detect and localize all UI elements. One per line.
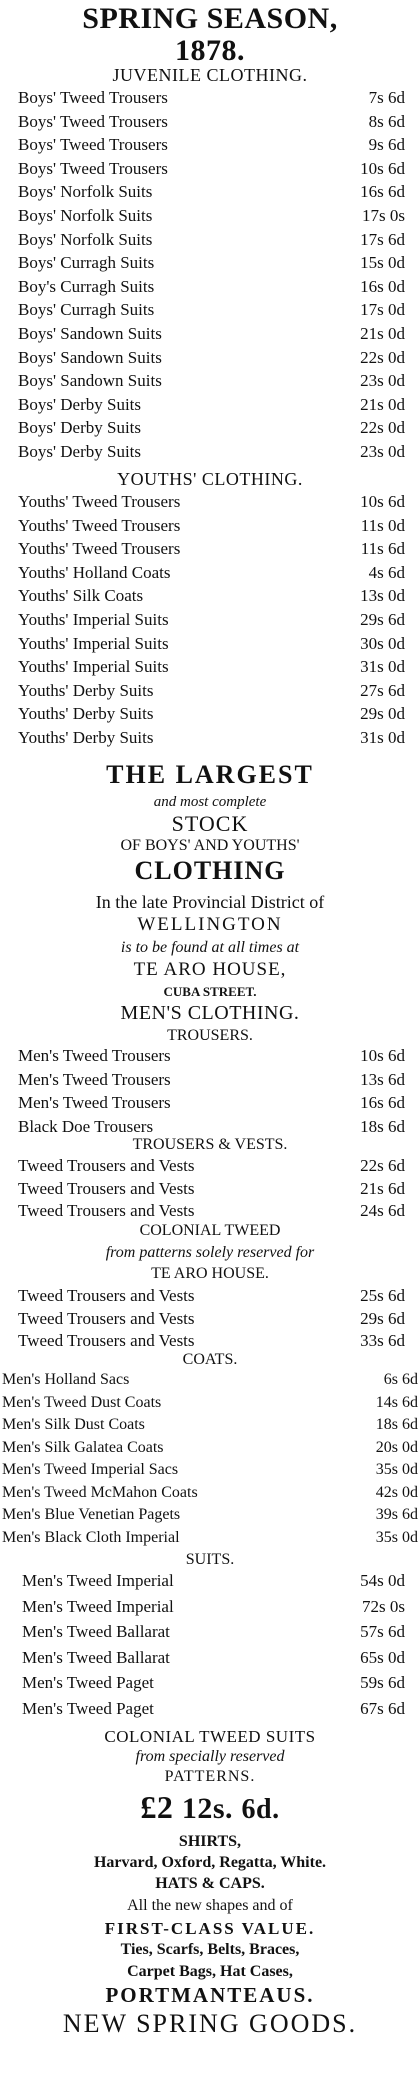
item-price: 72s 0s bbox=[362, 1596, 405, 1616]
price-row bbox=[0, 1507, 420, 1530]
item-price: 39s 6d bbox=[375, 1506, 418, 1523]
item-name: Men's Tweed Trousers bbox=[18, 1093, 171, 1112]
colonial-house: TE ARO HOUSE. bbox=[151, 1265, 269, 1282]
item-price: 35s 0d bbox=[375, 1461, 418, 1478]
price-row bbox=[0, 564, 420, 588]
shirts-heading: SHIRTS, bbox=[178, 1833, 242, 1850]
price-row bbox=[0, 89, 420, 113]
price-row bbox=[0, 301, 420, 325]
of-boys-line: OF BOYS' AND YOUTHS' bbox=[120, 837, 300, 854]
item-name: Men's Silk Galatea Coats bbox=[2, 1438, 164, 1456]
price-pounds: £2 bbox=[140, 1789, 174, 1825]
price-row bbox=[0, 1623, 420, 1649]
trousers-vests-heading: TROUSERS & VESTS. bbox=[132, 1136, 288, 1153]
item-name: Youths' Tweed Trousers bbox=[18, 492, 181, 511]
price-row bbox=[0, 1462, 420, 1485]
price-row bbox=[0, 1674, 420, 1700]
price-row bbox=[0, 231, 420, 255]
item-name: Youths' Holland Coats bbox=[18, 562, 171, 582]
district-line: In the late Provincial District of bbox=[95, 892, 325, 912]
price-row bbox=[0, 1598, 420, 1624]
item-name: Men's Tweed Ballarat bbox=[22, 1647, 170, 1667]
largest-heading: THE LARGEST bbox=[106, 760, 314, 789]
patterns-line: PATTERNS. bbox=[164, 1768, 256, 1785]
price-shillings: 12s. bbox=[181, 1792, 234, 1825]
item-name: Men's Tweed McMahon Coats bbox=[2, 1483, 198, 1501]
colonial-tweed-heading: COLONIAL TWEED bbox=[139, 1222, 281, 1239]
item-price: 17s 0s bbox=[362, 206, 405, 225]
item-name: Youths' Imperial Suits bbox=[18, 633, 169, 653]
item-price: 24s 6d bbox=[360, 1201, 405, 1220]
item-name: Men's Tweed Imperial bbox=[22, 1571, 174, 1590]
item-price: 27s 6d bbox=[360, 680, 405, 700]
ad-year: 1878. bbox=[175, 34, 245, 67]
item-name: Men's Tweed Trousers bbox=[18, 1069, 171, 1089]
price-row bbox=[0, 325, 420, 349]
item-price: 21s 0d bbox=[360, 324, 405, 343]
ties-line: Ties, Scarfs, Belts, Braces, bbox=[120, 1941, 300, 1958]
item-price: 4s 6d bbox=[368, 562, 405, 582]
coats-heading: COATS. bbox=[182, 1351, 238, 1368]
item-price: 11s 6d bbox=[360, 539, 405, 559]
item-name: Men's Silk Dust Coats bbox=[2, 1416, 145, 1433]
juvenile-heading: JUVENILE CLOTHING. bbox=[112, 65, 308, 85]
price-pence: 6d. bbox=[241, 1794, 280, 1825]
item-name: Boys' Sandown Suits bbox=[18, 324, 162, 343]
item-price: 16s 0d bbox=[360, 276, 405, 296]
price-row bbox=[0, 443, 420, 467]
price-row bbox=[0, 540, 420, 564]
item-name: Youths' Derby Suits bbox=[18, 704, 154, 724]
trousers-heading: TROUSERS. bbox=[167, 1027, 253, 1044]
item-name: Youths' Derby Suits bbox=[18, 728, 154, 747]
street-line: CUBA STREET. bbox=[163, 984, 257, 999]
shirt-types: Harvard, Oxford, Regatta, White. bbox=[93, 1854, 327, 1871]
item-price: 25s 6d bbox=[360, 1286, 405, 1305]
price-row bbox=[0, 1047, 420, 1071]
item-name: Tweed Trousers and Vests bbox=[18, 1178, 195, 1198]
wellington-line: WELLINGTON bbox=[137, 914, 283, 935]
price-row bbox=[0, 658, 420, 682]
item-name: Men's Tweed Paget bbox=[22, 1673, 154, 1692]
item-name: Men's Tweed Paget bbox=[22, 1698, 154, 1718]
item-name: Boys' Tweed Trousers bbox=[18, 135, 168, 155]
new-goods-line: NEW SPRING GOODS. bbox=[62, 2009, 358, 2038]
price-row bbox=[0, 136, 420, 160]
item-price: 6s 6d bbox=[383, 1371, 418, 1388]
price-row bbox=[0, 254, 420, 278]
item-price: 16s 6d bbox=[360, 1093, 405, 1112]
item-price: 54s 0d bbox=[360, 1571, 405, 1590]
item-price: 21s 0d bbox=[360, 394, 405, 414]
price-row bbox=[0, 682, 420, 706]
price-row bbox=[0, 1287, 420, 1310]
item-name: Tweed Trousers and Vests bbox=[18, 1201, 195, 1220]
item-price: 23s 0d bbox=[360, 371, 405, 391]
item-name: Boys' Tweed Trousers bbox=[18, 158, 168, 178]
item-price: 13s 6d bbox=[360, 1069, 405, 1089]
complete-line: and most complete bbox=[153, 794, 267, 810]
item-price: 9s 6d bbox=[368, 135, 405, 155]
item-price: 21s 6d bbox=[360, 1178, 405, 1198]
item-name: Youths' Imperial Suits bbox=[18, 657, 169, 677]
item-price: 13s 0d bbox=[360, 586, 405, 606]
item-price: 29s 6d bbox=[360, 610, 405, 629]
price-row bbox=[0, 207, 420, 231]
colonial-suits-heading: COLONIAL TWEED SUITS bbox=[104, 1727, 316, 1746]
price-row bbox=[0, 587, 420, 611]
item-name: Youths' Tweed Trousers bbox=[18, 539, 181, 559]
item-price: 10s 6d bbox=[360, 158, 405, 178]
item-name: Boys' Norfolk Suits bbox=[18, 229, 153, 249]
price-row bbox=[0, 493, 420, 517]
item-price: 17s 0d bbox=[360, 300, 405, 320]
item-price: 14s 6d bbox=[375, 1393, 418, 1411]
item-name: Youths' Tweed Trousers bbox=[18, 515, 181, 535]
item-price: 11s 0d bbox=[360, 515, 405, 535]
item-name: Black Doe Trousers bbox=[18, 1116, 154, 1136]
item-name: Boys' Curragh Suits bbox=[18, 300, 155, 320]
item-name: Youths' Derby Suits bbox=[18, 680, 154, 700]
item-price: 8s 6d bbox=[368, 111, 405, 131]
item-price: 20s 0d bbox=[375, 1438, 418, 1456]
item-price: 22s 6d bbox=[360, 1156, 405, 1175]
item-name: Boys' Sandown Suits bbox=[18, 371, 162, 391]
item-price: 23s 0d bbox=[360, 442, 405, 461]
item-price: 10s 6d bbox=[360, 1046, 405, 1065]
price-row bbox=[0, 1440, 420, 1463]
item-name: Men's Holland Sacs bbox=[2, 1371, 130, 1388]
item-price: 65s 0d bbox=[360, 1647, 405, 1667]
price-row bbox=[0, 396, 420, 420]
item-name: Boy's Curragh Suits bbox=[18, 276, 155, 296]
price-row bbox=[0, 1530, 420, 1553]
price-row bbox=[0, 1700, 420, 1726]
item-price: 10s 6d bbox=[360, 492, 405, 511]
item-price: 59s 6d bbox=[360, 1673, 405, 1692]
item-price: 7s 6d bbox=[368, 88, 405, 107]
price-row bbox=[0, 635, 420, 659]
price-row bbox=[0, 1310, 420, 1333]
item-name: Boys' Tweed Trousers bbox=[18, 88, 168, 107]
item-price: 18s 6d bbox=[360, 1116, 405, 1136]
item-name: Men's Tweed Trousers bbox=[18, 1046, 171, 1065]
price-row bbox=[0, 1649, 420, 1675]
price-row bbox=[0, 611, 420, 635]
price-row bbox=[0, 705, 420, 729]
price-row bbox=[0, 1180, 420, 1203]
price-row bbox=[0, 160, 420, 184]
price-row bbox=[0, 1157, 420, 1180]
item-price: 22s 0d bbox=[360, 418, 405, 438]
item-price: 57s 6d bbox=[360, 1622, 405, 1641]
item-price: 30s 0d bbox=[360, 633, 405, 653]
youths-heading: YOUTHS' CLOTHING. bbox=[117, 469, 303, 489]
item-price: 31s 0d bbox=[360, 657, 405, 677]
item-price: 35s 0d bbox=[375, 1528, 418, 1546]
price-row bbox=[0, 372, 420, 396]
price-row bbox=[0, 1417, 420, 1440]
first-class-line: FIRST-CLASS VALUE. bbox=[104, 1919, 316, 1938]
item-name: Men's Black Cloth Imperial bbox=[2, 1528, 180, 1546]
price-row bbox=[0, 1395, 420, 1418]
item-price: 33s 6d bbox=[360, 1331, 405, 1350]
price-row bbox=[0, 1485, 420, 1508]
item-name: Men's Tweed Ballarat bbox=[22, 1622, 170, 1641]
item-name: Tweed Trousers and Vests bbox=[18, 1331, 195, 1350]
found-line: is to be found at all times at bbox=[120, 939, 300, 956]
item-name: Men's Tweed Imperial Sacs bbox=[2, 1461, 179, 1478]
item-name: Boys' Tweed Trousers bbox=[18, 111, 168, 131]
item-name: Boys' Derby Suits bbox=[18, 394, 142, 414]
item-price: 22s 0d bbox=[360, 347, 405, 367]
hats-heading: HATS & CAPS. bbox=[155, 1875, 265, 1892]
item-name: Tweed Trousers and Vests bbox=[18, 1156, 195, 1175]
price-row bbox=[0, 278, 420, 302]
price-row bbox=[0, 1094, 420, 1118]
item-price: 15s 0d bbox=[360, 253, 405, 273]
price-row bbox=[0, 349, 420, 373]
price-row bbox=[0, 1372, 420, 1395]
price-row bbox=[0, 183, 420, 207]
item-name: Tweed Trousers and Vests bbox=[18, 1308, 195, 1328]
new-shapes-line: All the new shapes and of bbox=[127, 1897, 293, 1914]
reserved-line: from specially reserved bbox=[135, 1748, 285, 1765]
item-price: 31s 0d bbox=[360, 728, 405, 747]
price-row bbox=[0, 113, 420, 137]
item-name: Youths' Imperial Suits bbox=[18, 610, 169, 629]
item-name: Boys' Derby Suits bbox=[18, 418, 142, 438]
price-row bbox=[0, 517, 420, 541]
item-name: Boys' Sandown Suits bbox=[18, 347, 162, 367]
item-name: Men's Blue Venetian Pagets bbox=[2, 1506, 181, 1523]
item-name: Men's Tweed Imperial bbox=[22, 1596, 174, 1616]
item-name: Boys' Curragh Suits bbox=[18, 253, 155, 273]
item-price: 67s 6d bbox=[360, 1698, 405, 1718]
item-name: Youths' Silk Coats bbox=[18, 586, 144, 606]
price-row bbox=[0, 419, 420, 443]
price-row bbox=[0, 729, 420, 753]
price-row bbox=[0, 1071, 420, 1095]
colonial-note: from patterns solely reserved for bbox=[105, 1244, 315, 1261]
price-row bbox=[0, 1572, 420, 1598]
item-price: 29s 0d bbox=[360, 704, 405, 724]
stock-heading: STOCK bbox=[171, 811, 249, 836]
house-line: TE ARO HOUSE, bbox=[133, 959, 287, 980]
item-name: Boys' Derby Suits bbox=[18, 442, 142, 461]
item-name: Men's Tweed Dust Coats bbox=[2, 1393, 162, 1411]
item-price: 29s 6d bbox=[360, 1308, 405, 1328]
item-price: 18s 6d bbox=[375, 1416, 418, 1433]
clothing-heading: CLOTHING bbox=[134, 856, 286, 885]
item-name: Boys' Norfolk Suits bbox=[18, 182, 153, 202]
mens-heading: MEN'S CLOTHING. bbox=[120, 1002, 300, 1024]
item-price: 42s 0d bbox=[375, 1483, 418, 1501]
item-name: Tweed Trousers and Vests bbox=[18, 1286, 195, 1305]
item-name: Boys' Norfolk Suits bbox=[18, 206, 153, 225]
portmanteaus-line: PORTMANTEAUS. bbox=[105, 1983, 315, 2007]
suit-price bbox=[0, 1791, 420, 1824]
ad-title: SPRING SEASON, bbox=[82, 2, 338, 35]
item-price: 16s 6d bbox=[360, 182, 405, 202]
carpet-line: Carpet Bags, Hat Cases, bbox=[127, 1963, 293, 1980]
suits-heading: SUITS. bbox=[185, 1551, 235, 1568]
item-price: 17s 6d bbox=[360, 229, 405, 249]
